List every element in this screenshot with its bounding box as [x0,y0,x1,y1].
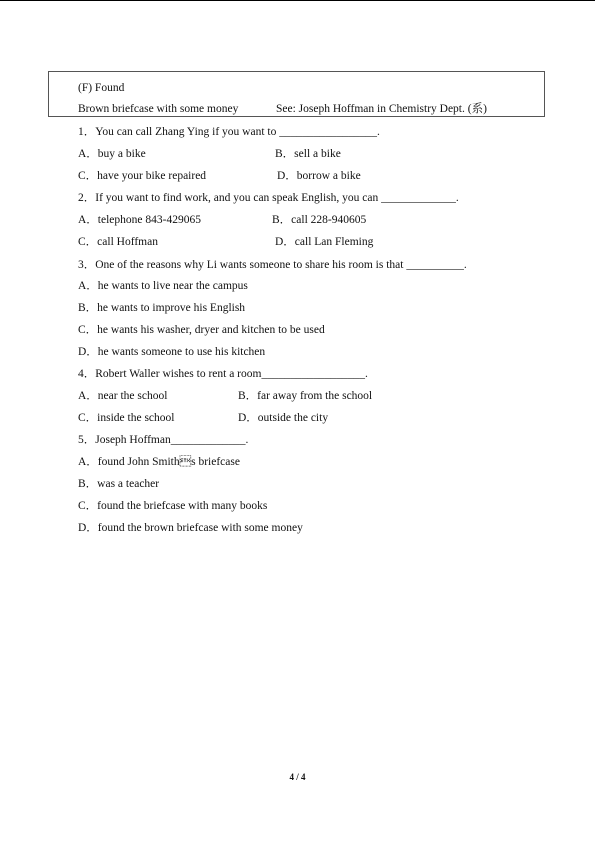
question-4-option-b: B．far away from the school [238,390,373,402]
question-4-option-c: C．inside the school [78,412,175,424]
page-number: 4 / 4 [289,772,306,782]
question-5-option-c: C．found the briefcase with many books [78,500,268,512]
notice-contact: See: Joseph Hoffman in Chemistry Dept. (系) [276,103,487,115]
question-3-option-c: C．he wants his washer, dryer and kitchen to be used [78,324,325,336]
question-1-option-c: C．have your bike repaired [78,170,207,182]
question-2-option-c: C．call Hoffman [78,236,158,248]
question-2-option-d: D．call Lan Fleming [275,236,374,248]
question-2-option-b: B．call 228-940605 [272,214,367,226]
question-3-option-d: D．he wants someone to use his kitchen [78,346,266,358]
question-5-option-a: A．found John Smiths briefcase [78,456,240,468]
question-3-stem: 3．One of the reasons why Li wants someone to share his room is that __________. [78,259,467,271]
question-1-option-d: D．borrow a bike [277,170,361,182]
question-2-stem: 2．If you want to find work, and you can speak English, you can _____________. [78,192,459,204]
question-5-option-d: D．found the brown briefcase with some money [78,522,303,534]
question-1-stem: 1．You can call Zhang Ying if you want to _________________. [78,126,380,138]
question-4-option-d: D．outside the city [238,412,329,424]
notice-heading: (F) Found [78,82,125,94]
question-3-option-b: B．he wants to improve his English [78,302,246,314]
question-1-option-b: B．sell a bike [275,148,341,160]
question-5-stem: 5．Joseph Hoffman_____________. [78,434,249,446]
top-rule [0,0,595,1]
question-4-stem: 4．Robert Waller wishes to rent a room__________________. [78,368,368,380]
question-2-option-a: A．telephone 843-429065 [78,214,201,226]
question-4-option-a: A．near the school [78,390,168,402]
notice-item: Brown briefcase with some money [78,103,239,115]
question-5-option-b: B．was a teacher [78,478,160,490]
question-1-option-a: A．buy a bike [78,148,146,160]
question-3-option-a: A．he wants to live near the campus [78,280,248,292]
